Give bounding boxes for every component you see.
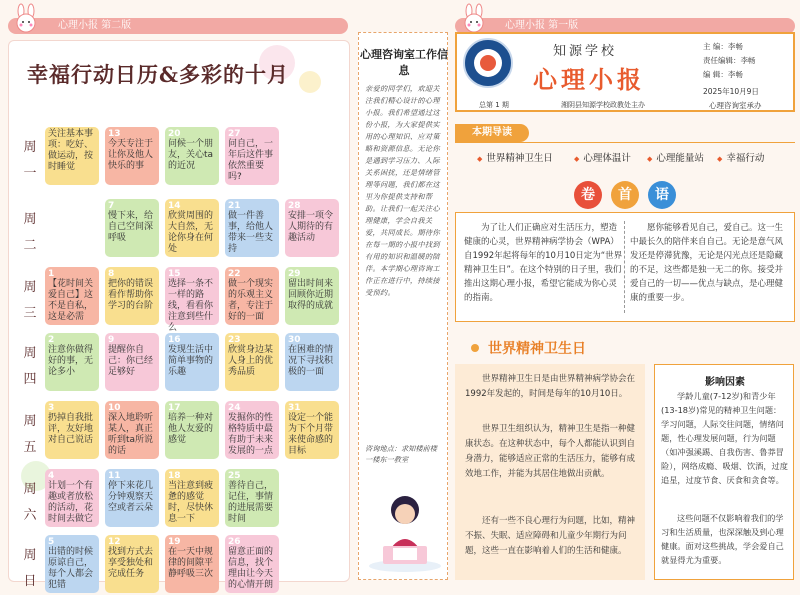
calendar-day-card [45, 267, 99, 325]
day-activity: 选择一条不一样的路线，看看你注意到些什么 [168, 279, 214, 333]
weekday-label: 周日 [23, 548, 37, 589]
day-activity: 在困难的情况下寻找积极的一面 [288, 345, 334, 377]
calendar-day-card [225, 333, 279, 391]
day-number: 23 [228, 335, 241, 345]
day-number: 4 [48, 471, 55, 481]
day-activity: 问候一个朋友，关心ta的近况 [168, 139, 214, 171]
school-name: 知源学校 [553, 44, 618, 59]
day-activity: 问自己，一年后这件事依然重要吗? [228, 139, 274, 182]
calendar-day-card [225, 199, 279, 257]
day-activity: 出错的时候原谅自己，每个人都会犯错 [48, 547, 94, 590]
day-number: 24 [228, 403, 241, 413]
calendar-day-card [285, 401, 339, 459]
guide-tag: 本期导读 [455, 124, 529, 142]
calendar-day-card [165, 469, 219, 527]
day-activity: 善待自己，记住，事情的进展需要时间 [228, 481, 274, 524]
calendar-day-card [45, 469, 99, 527]
calendar-day-card [225, 469, 279, 527]
weekday-label: 周五 [23, 414, 37, 455]
day-number: 26 [228, 537, 241, 547]
day-activity: 找到方式去享受独处和完成任务 [108, 547, 154, 579]
day-activity: 做一件善事，给他人带来一些支持 [228, 211, 274, 254]
day-activity: 深入地聆听某人，真正听到ta所说的话 [108, 413, 154, 456]
day-number: 11 [108, 471, 121, 481]
consult-body: 亲爱的同学们，欢迎关注我们精心设计的心理小报。我们希望通过这份小报，为大家提供实用的心理知识、应对策略和资源信息。无论你是遇到学习压力、人际关系困扰，还是情绪管理等问题，我们都在这里为你提供支持和帮助。让我们一起关注心理健康，学会自我关爱，共同成长。期待你在每一期的小报中找到有用的知识和温暖的陪伴。本学期心理咨询工作正在进行中，持续接受预约。 [365, 84, 440, 297]
day-activity: 关注基本事项：吃好、做运动，按时睡觉 [48, 129, 94, 172]
weekday-label: 周二 [23, 212, 37, 253]
calendar-day-card [45, 401, 99, 459]
editor-info [703, 40, 756, 82]
masthead [455, 32, 795, 112]
calendar-day-card [165, 401, 219, 459]
bunny-icon [12, 4, 40, 34]
calendar-day-card [225, 267, 279, 325]
calendar-day-card [285, 267, 339, 325]
day-number: 29 [288, 269, 301, 279]
calendar-day-card [225, 401, 279, 459]
day-activity: 停下来花几分钟观察天空或者云朵 [108, 481, 154, 513]
school-logo [463, 38, 513, 88]
day-number: 20 [168, 129, 181, 139]
guide-item: ◆ 幸福行动 [717, 150, 764, 164]
day-number: 16 [168, 335, 181, 345]
day-number: 13 [108, 129, 121, 139]
calendar-day-card [165, 535, 219, 593]
calendar-day-card [105, 535, 159, 593]
day-activity: 今天专注于让你及他人快乐的事 [108, 139, 154, 171]
weekday-label: 周六 [23, 482, 37, 523]
day-activity: 培养一种对他人友爱的感觉 [168, 413, 214, 445]
guide-item: ◆ 心理能量站 [647, 150, 704, 164]
calendar-day-card [285, 199, 339, 257]
resp-editor: 责任编辑：李畅 [703, 56, 756, 65]
guide-item: ◆ 心理体温计 [574, 150, 631, 164]
day-activity: 欣赏身边某人身上的优秀品质 [228, 345, 274, 377]
calendar-day-card [105, 127, 159, 185]
weekday-label: 周四 [23, 346, 37, 387]
day-activity: 提醒你自己：你已经足够好 [108, 345, 154, 377]
calendar-day-card [165, 127, 219, 185]
influence-paragraph: 这些问题不仅影响着我们的学习和生活质量，也深深触及到心理健康。面对这些挑战，学会爱自己就显得尤为重要。 [661, 513, 784, 565]
day-activity: 扔掉自我批评，友好地对自己说话 [48, 413, 94, 445]
publisher: 湘阴县知源学校政教处主办 [561, 101, 645, 109]
header-label-right: 心理小报 第一版 [505, 20, 579, 31]
wmhd-paragraph: 还有一些不良心理行为问题，比如，精神不振、失眠、适应障碍和儿童少年期行为问题，这些一直在影响着人们的生活和健康。 [465, 516, 636, 556]
calendar-day-card [165, 199, 219, 257]
weekday-label: 周三 [23, 280, 37, 321]
day-activity: 做一个现实的乐观主义者，专注于好的一面 [228, 279, 274, 322]
day-number: 2 [48, 335, 55, 345]
day-activity: 欣赏周围的大自然，无论你身在何处 [168, 211, 214, 254]
calendar-day-card [105, 199, 159, 257]
day-activity: 留出时间来回顾你近期取得的成就 [288, 279, 334, 311]
chief-editor: 主 编：李畅 [703, 42, 743, 51]
calendar-day-card [105, 333, 159, 391]
day-number: 18 [168, 471, 181, 481]
day-number: 25 [228, 471, 241, 481]
weekday-label: 周一 [23, 140, 37, 181]
calendar-day-card [105, 267, 159, 325]
calendar-day-card [165, 267, 219, 333]
guide-divider [455, 142, 795, 143]
calendar-title: 幸福行动日历&多彩的十月 [27, 62, 289, 87]
day-number: 22 [228, 269, 241, 279]
guide-item: ◆ 世界精神卫生日 [477, 150, 553, 164]
day-activity: 注意你做得好的事，无论多小 [48, 345, 94, 377]
day-number: 27 [228, 129, 241, 139]
calendar-day-card [105, 401, 159, 459]
paper-name: 心理小报 [533, 65, 645, 94]
calendar-day-card [45, 127, 99, 185]
day-activity: 【花时间关爱自己】这不是自私，这是必需 [48, 279, 94, 322]
day-activity: 发现生活中简单事物的乐趣 [168, 345, 214, 377]
day-activity: 发掘你的性格特质中最有助于未来发展的一点 [228, 413, 274, 456]
day-activity: 当注意到疲惫的感觉时，尽快休息一下 [168, 481, 214, 524]
preface-box [455, 212, 795, 322]
day-activity: 把你的错误看作帮助你学习的台阶 [108, 279, 154, 311]
calendar-day-card [45, 333, 99, 391]
bunny-icon [460, 4, 488, 34]
wmhd-title: 世界精神卫生日 [488, 341, 586, 357]
day-activity: 安排一项令人期待的有趣活动 [288, 211, 334, 243]
calendar-day-card [165, 333, 219, 391]
day-number: 3 [48, 403, 55, 413]
circle-char: 首 [611, 181, 639, 209]
influence-paragraph: 学龄儿童(7-12岁)和青少年(13-18岁)常见的精神卫生问题：学习问题，人际交往问题，情绪问题，性心理发展问题，行为问题（如冲强溪踢、自我伤害、鲁莽冒险），网络成瘾、吸烟、饮酒，过度追星，过度节食、厌食和贪食等。 [661, 391, 788, 485]
day-activity: 计划一个有趣或者放松的活动，花时间去做它 [48, 481, 94, 524]
influence-title: 影响因素 [705, 377, 745, 388]
consult-title: 心理咨询室工作信息 [360, 48, 448, 77]
wmhd-paragraph: 世界卫生组织认为，精神卫生是指一种健康状态。在这种状态中，每个人都能认识到自身潜力，能够适应正常的生活压力，能够有成效地工作，并能为其居住地做出贡献。 [465, 424, 636, 479]
editor: 编 辑：李畅 [703, 70, 743, 79]
day-activity: 留意正面的信息，找个理由让今天的心情开朗 [228, 547, 274, 590]
header-label-left: 心理小报 第二版 [58, 20, 132, 31]
consult-address: 咨询地点：求知楼前楼一楼东一教室 [365, 444, 437, 464]
day-number: 30 [288, 335, 301, 345]
calendar-day-card [225, 535, 279, 593]
day-number: 10 [108, 403, 121, 413]
girl-laptop-illustration [365, 484, 445, 574]
calendar-panel [8, 40, 350, 590]
wmhd-paragraph: 世界精神卫生日是由世界精神病学协会在1992年发起的，时间是每年的10月10日。 [465, 374, 636, 399]
decor-bubble [299, 71, 321, 93]
preface-right: 愿你能够看见自己，爱自己。这一生中最长久的陪伴来自自己。无论是意气风发还是停滞犹豫，无论是闪光点还是隐藏的不足，这些都是独一无二的你。接受并爱自己的一切——优点与缺点，是心理健康的重要一步。 [630, 223, 784, 303]
preface-left: 为了让人们正确应对生活压力，塑造健康的心灵，世界精神病学协会（WPA）自1992年起将每年的10月10日定为“世界精神卫生日”。在这个特别的日子里，我们推出这期心理小报，希望它能成为你心灵的指南。 [464, 223, 623, 303]
calendar-day-card [45, 535, 99, 593]
day-number: 21 [228, 201, 241, 211]
circle-char: 卷 [574, 181, 602, 209]
day-number: 1 [48, 269, 55, 279]
day-number: 9 [108, 335, 115, 345]
sun-icon [468, 340, 482, 354]
day-number: 7 [108, 201, 115, 211]
day-number: 14 [168, 201, 181, 211]
day-number: 17 [168, 403, 181, 413]
day-number: 31 [288, 403, 301, 413]
circle-char: 语 [648, 181, 676, 209]
day-activity: 在一天中规律的间隙平静呼吸三次 [168, 547, 214, 579]
day-number: 5 [48, 537, 55, 547]
day-number: 15 [168, 269, 181, 279]
calendar-day-card [105, 469, 159, 527]
issue-date: 2025年10月9日 [703, 87, 759, 96]
preface-divider [624, 221, 625, 313]
day-number: 19 [168, 537, 181, 547]
day-number: 12 [108, 537, 121, 547]
influence-box [654, 364, 794, 580]
calendar-day-card [225, 127, 279, 185]
day-activity: 慢下来，给自己空间深呼吸 [108, 211, 154, 243]
day-activity: 设定一个能为下个月带来使命感的目标 [288, 413, 334, 456]
day-number: 28 [288, 201, 301, 211]
issue-number: 总第 1 期 [479, 101, 509, 109]
day-number: 8 [108, 269, 115, 279]
host-office: 心理咨询室承办 [709, 101, 762, 110]
calendar-day-card [285, 333, 339, 391]
wmhd-box [455, 364, 645, 580]
